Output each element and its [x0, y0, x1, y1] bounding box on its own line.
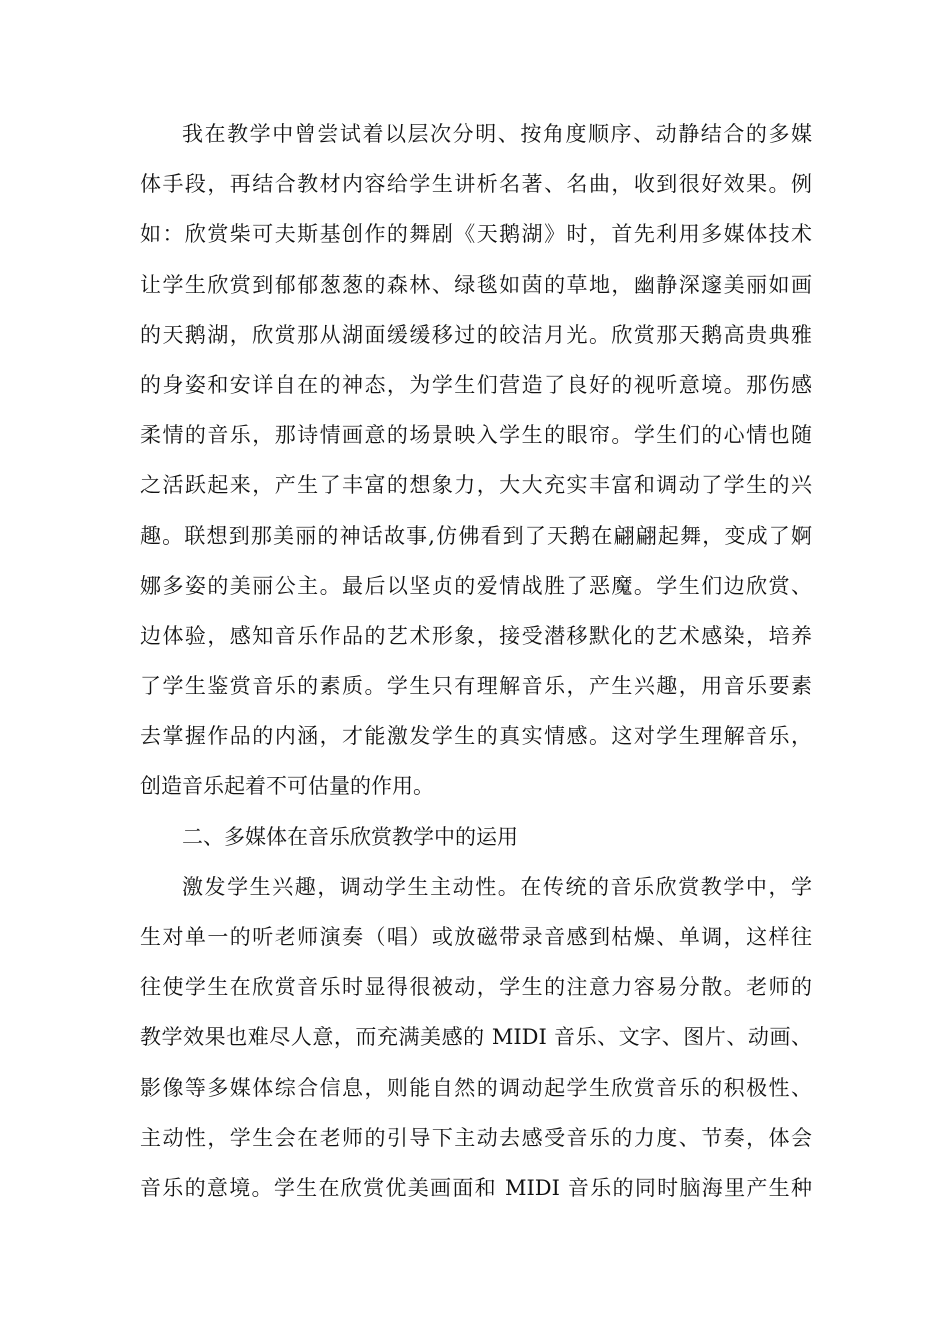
paragraph-line: 的身姿和安详自在的神态，为学生们营造了良好的视听意境。那伤感: [140, 372, 812, 397]
paragraph-line: 柔情的音乐，那诗情画意的场景映入学生的眼帘。学生们的心情也随: [140, 423, 812, 448]
paragraph-line: 体手段，再结合教材内容给学生讲析名著、名曲，收到很好效果。例: [140, 172, 812, 197]
body-text: [140, 109, 812, 1213]
paragraph-line: 创造音乐起着不可估量的作用。: [140, 774, 434, 799]
paragraph-line: 去掌握作品的内涵，才能激发学生的真实情感。这对学生理解音乐，: [140, 724, 812, 749]
paragraph-line: 趣。联想到那美丽的神话故事,仿佛看到了天鹅在翩翩起舞，变成了婀: [140, 523, 812, 548]
paragraph-line: 教学效果也难尽人意，而充满美感的 MIDI 音乐、文字、图片、动画、: [140, 1025, 812, 1050]
paragraph-line: 音乐的意境。学生在欣赏优美画面和 MIDI 音乐的同时脑海里产生种: [140, 1175, 812, 1200]
paragraph-line: 让学生欣赏到郁郁葱葱的森林、绿毯如茵的草地，幽静深邃美丽如画: [140, 272, 812, 297]
paragraph-line: 主动性，学生会在老师的引导下主动去感受音乐的力度、节奏，体会: [140, 1125, 812, 1150]
paragraph-line: 边体验，感知音乐作品的艺术形象，接受潜移默化的艺术感染，培养: [140, 623, 812, 648]
paragraph-line: 之活跃起来，产生了丰富的想象力，大大充实丰富和调动了学生的兴: [140, 473, 812, 498]
paragraph-line: 影像等多媒体综合信息，则能自然的调动起学生欣赏音乐的积极性、: [140, 1075, 812, 1100]
paragraph-line: 的天鹅湖，欣赏那从湖面缓缓移过的皎洁月光。欣赏那天鹅高贵典雅: [140, 322, 812, 347]
paragraph-line: 了学生鉴赏音乐的素质。学生只有理解音乐，产生兴趣，用音乐要素: [140, 674, 812, 699]
paragraph-line: 生对单一的听老师演奏（唱）或放磁带录音感到枯燥、单调，这样往: [140, 925, 812, 949]
paragraph-line: 娜多姿的美丽公主。最后以坚贞的爱情战胜了恶魔。学生们边欣赏、: [140, 573, 812, 598]
paragraph-line: 往使学生在欣赏音乐时显得很被动，学生的注意力容易分散。老师的: [140, 975, 812, 1000]
paragraph-line: 激发学生兴趣，调动学生主动性。在传统的音乐欣赏教学中，学: [182, 874, 812, 899]
section-heading: 二、多媒体在音乐欣赏教学中的运用: [182, 824, 518, 849]
paragraph-line: 我在教学中曾尝试着以层次分明、按角度顺序、动静结合的多媒: [182, 122, 812, 146]
paragraph-line: 如：欣赏柴可夫斯基创作的舞剧《天鹅湖》时，首先利用多媒体技术: [140, 222, 812, 247]
